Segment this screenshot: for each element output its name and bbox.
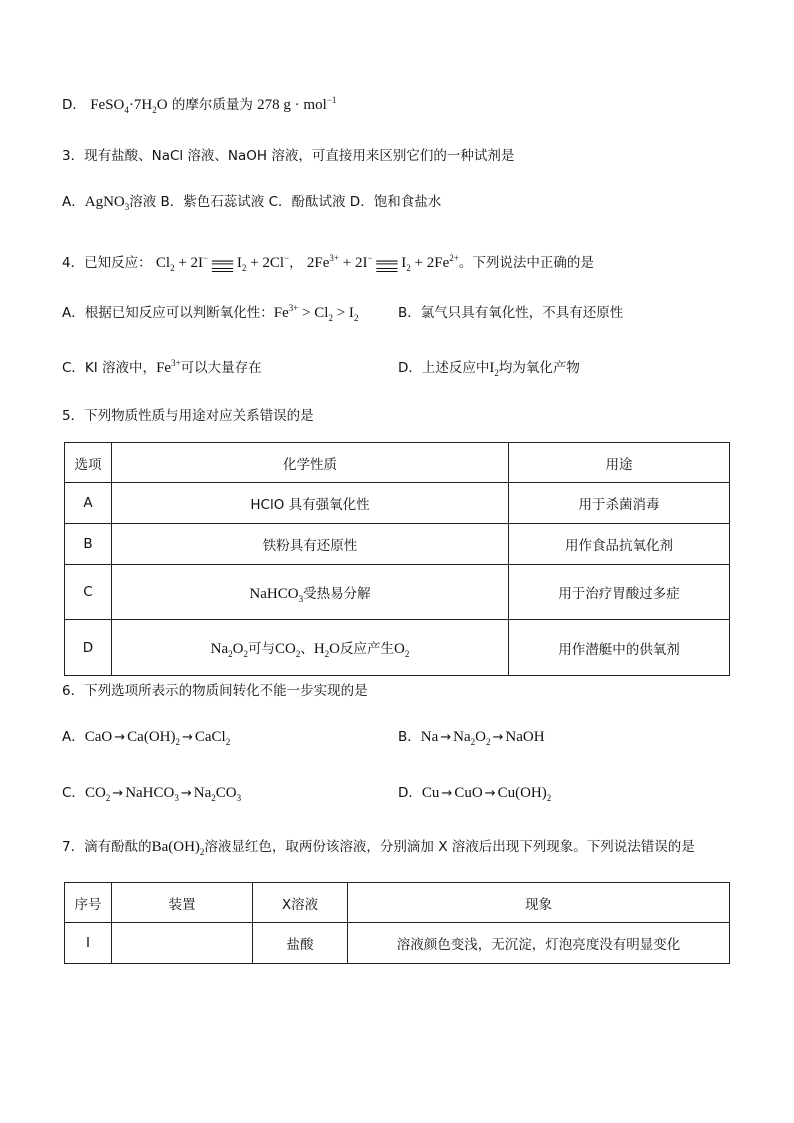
- q6-option-a: A．CaO → $Ca(OH)_2$ → CaCl$_2$: [62, 729, 231, 747]
- table-row: D $Na_2O_2$可与$CO_2$、$H_2O$反应产生$O_2$ 用作潜艇中的供氧剂: [65, 620, 730, 676]
- q3-options: A．AgNO$_3$溶液 B．紫色石蕊试液 C．酚酞试液 D．饱和食盐水: [62, 194, 442, 212]
- q4-option-c: C．KI 溶液中，$Fe^{3+}$可以大量存在: [62, 358, 262, 376]
- table-header-row: 序号 装置 X溶液 现象: [65, 883, 730, 923]
- table-header-row: 选项 化学性质 用途: [65, 443, 730, 483]
- formula-feso4: $FeSO_4\cdot 7H_2O$: [90, 97, 168, 115]
- q5-stem: 5．下列物质性质与用途对应关系错误的是: [62, 408, 314, 424]
- table-row: C NaHCO$_3$受热易分解 用于治疗胃酸过多症: [65, 565, 730, 620]
- q7-stem: 7．滴有酚酞的$Ba(OH)_2$溶液显红色，取两份该溶液，分别滴加 X 溶液后出现下列现象。下列说法错误的是: [62, 839, 695, 857]
- table-row: Ⅰ 盐酸 溶液颜色变浅，无沉淀，灯泡亮度没有明显变化: [65, 923, 730, 964]
- reaction-2: $2Fe^{3+} + 2I^-$ ══ $I_2 + 2Fe^{2+}$: [306, 253, 459, 273]
- reaction-1: $Cl_2 + 2I^-$ ══ $I_2 + 2Cl^-$: [155, 253, 290, 273]
- q4-option-b: B．氯气只具有氧化性，不具有还原性: [398, 305, 624, 321]
- q6-option-d: D．Cu → CuO → $Cu(OH)_2$: [398, 785, 552, 803]
- table-row: B 铁粉具有还原性 用作食品抗氧化剂: [65, 524, 730, 565]
- q6-option-b: B．$Na \to Na_2O_2$ → NaOH: [398, 729, 545, 747]
- q4-option-d: D．上述反应中$I_2$均为氧化产物: [398, 360, 580, 378]
- molar-mass-value: 278 g · mol$^{-1}$: [257, 95, 337, 113]
- q7-table: [64, 882, 730, 964]
- table-row: A HClO 具有强氧化性 用于杀菌消毒: [65, 483, 730, 524]
- q4-stem: 4．已知反应： $Cl_2 + 2I^-$ ══ $I_2 + 2Cl^-$， $2Fe^{3+} + 2I^-$ ══ $I_2 + 2Fe^{2+}$。下列说法中正确的是: [62, 253, 594, 273]
- q2-option-d: D． $FeSO_4\cdot 7H_2O$ 的摩尔质量为 278 g · mol$^{-1}$: [62, 95, 337, 115]
- q6-option-c: C．$CO_2$ → NaHCO$_3$ → $Na_2CO_3$: [62, 785, 242, 803]
- q5-table: [64, 442, 730, 676]
- q3-stem: 3．现有盐酸、NaCl 溶液、NaOH 溶液，可直接用来区别它们的一种试剂是: [62, 148, 515, 164]
- q6-stem: 6．下列选项所表示的物质间转化不能一步实现的是: [62, 683, 368, 699]
- q4-option-a: A．根据已知反应可以判断氧化性：$Fe^{3+} > Cl_2 > I_2$: [62, 303, 359, 323]
